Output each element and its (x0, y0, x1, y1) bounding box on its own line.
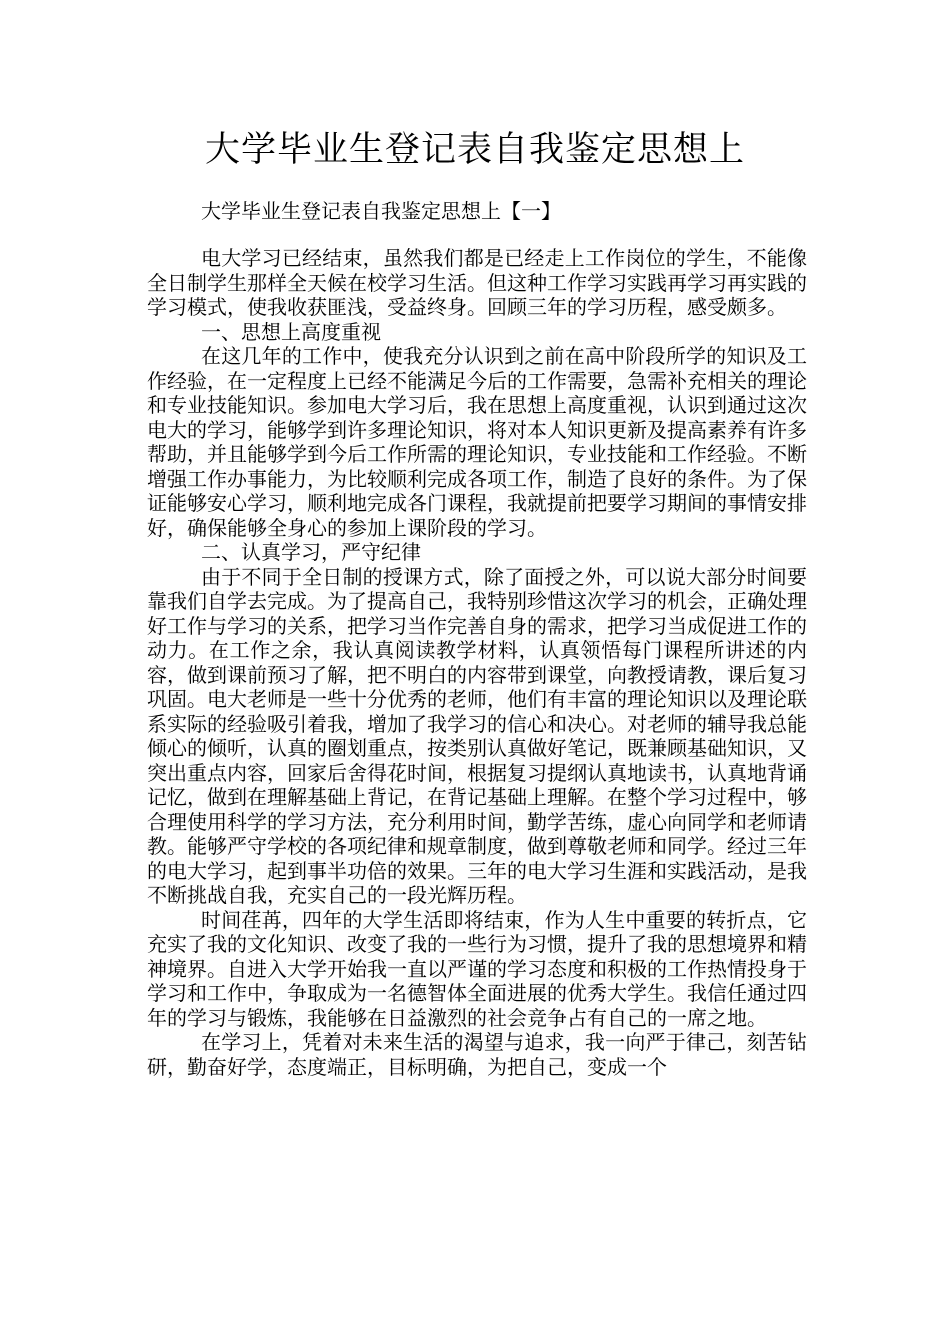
paragraph-reflection: 时间荏苒，四年的大学生活即将结束，作为人生中重要的转折点，它充实了我的文化知识、改变了我的一些行为习惯，提升了我的思想境界和精神境界。自进入大学开始我一直以严谨的学习态度和积极的工作热情投身于学习和工作中，争取成为一名德智体全面进展的优秀大学生。我信任通过四年的学习与锻炼，我能够在日益激烈的社会竞争占有自己的一席之地。 (147, 907, 807, 1030)
section-heading-2: 二、认真学习，严守纪律 (201, 540, 421, 564)
document-body (147, 246, 807, 1079)
paragraph-section-2: 由于不同于全日制的授课方式，除了面授之外，可以说大部分时间要靠我们自学去完成。为了提高自己，我特别珍惜这次学习的机会，正确处理好工作与学习的关系，把学习当作完善自身的需求，把学习当成促进工作的动力。在工作之余，我认真阅读教学材料，认真领悟每门课程所讲述的内容，做到课前预习了解，把不明白的内容带到课堂，向教授请教，课后复习巩固。电大老师是一些十分优秀的老师，他们有丰富的理论知识以及理论联系实际的经验吸引着我，增加了我学习的信心和决心。对老师的辅导我总能倾心的倾听，认真的圈划重点，按类别认真做好笔记，既兼顾基础知识，又突出重点内容，回家后舍得花时间，根据复习提纲认真地读书，认真地背诵记忆，做到在理解基础上背记，在背记基础上理解。在整个学习过程中，够合理使用科学的学习方法，充分利用时间，勤学苦练，虚心向同学和老师请教。能够严守学校的各项纪律和规章制度，做到尊敬老师和同学。经过三年的电大学习，起到事半功倍的效果。三年的电大学习生涯和实践活动，是我不断挑战自我，充实自己的一段光辉历程。 (147, 564, 807, 907)
paragraph-section-1: 在这几年的工作中，使我充分认识到之前在高中阶段所学的知识及工作经验，在一定程度上已经不能满足今后的工作需要，急需补充相关的理论和专业技能知识。参加电大学习后，我在思想上高度重视，认识到通过这次电大的学习，能够学到许多理论知识，将对本人知识更新及提高素养有许多帮助，并且能够学到今后工作所需的理论知识，专业技能和工作经验。不断增强工作办事能力，为比较顺利完成各项工作，制造了良好的条件。为了保证能够安心学习，顺利地完成各门课程，我就提前把要学习期间的事情安排好，确保能够全身心的参加上课阶段的学习。 (147, 344, 807, 540)
paragraph-study: 在学习上，凭着对未来生活的渴望与追求，我一向严于律己，刻苦钻研，勤奋好学，态度端正，目标明确，为把自己，变成一个 (147, 1030, 807, 1079)
document-subtitle: 大学毕业生登记表自我鉴定思想上【一】 (201, 199, 561, 223)
document-title: 大学毕业生登记表自我鉴定思想上 (204, 130, 745, 170)
paragraph-intro: 电大学习已经结束，虽然我们都是已经走上工作岗位的学生，不能像全日制学生那样全天候在校学习生活。但这种工作学习实践再学习再实践的学习模式，使我收获匪浅，受益终身。回顾三年的学习历程，感受颇多。 (147, 246, 807, 319)
section-heading-1: 一、思想上高度重视 (201, 319, 381, 344)
